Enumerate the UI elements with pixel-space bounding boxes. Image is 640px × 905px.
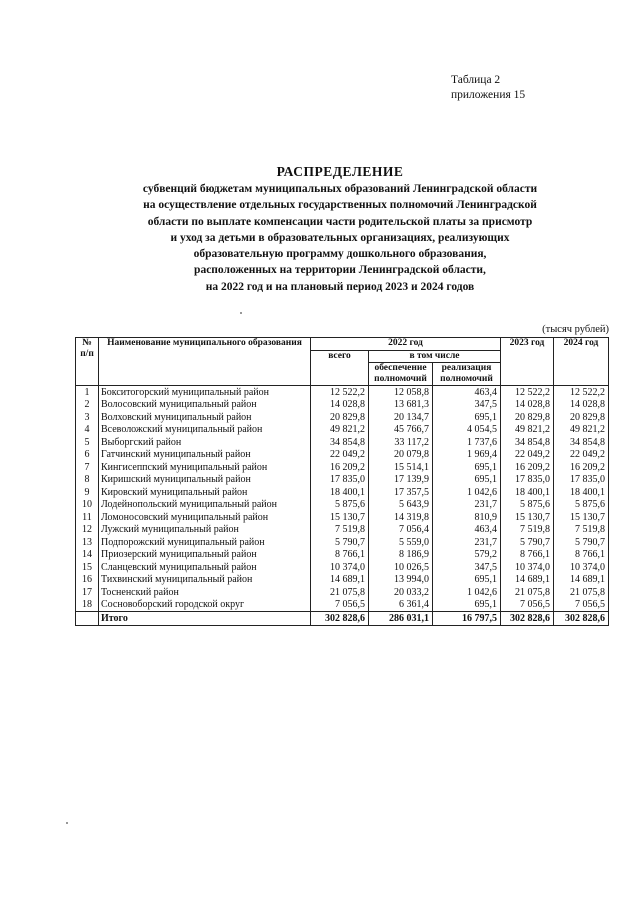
value-2022-implementation: 347,5 (433, 399, 501, 412)
municipality-name: Гатчинский муниципальный район (99, 449, 311, 462)
value-2023: 15 130,7 (501, 511, 554, 524)
value-2022-total: 10 374,0 (311, 561, 369, 574)
subtitle-line: на осуществление отдельных государственных полномочий Ленинградской (143, 199, 537, 212)
table-row (76, 549, 609, 562)
row-number: 14 (76, 549, 99, 562)
value-2022-implementation: 231,7 (433, 536, 501, 549)
row-number: 13 (76, 536, 99, 549)
municipality-name: Волосовский муниципальный район (99, 399, 311, 412)
value-2022-provision: 20 033,2 (369, 586, 433, 599)
value-2024: 17 835,0 (554, 474, 609, 487)
value-2024: 18 400,1 (554, 486, 609, 499)
table-row (76, 461, 609, 474)
value-2023: 14 689,1 (501, 574, 554, 587)
row-number: 7 (76, 461, 99, 474)
value-2023: 5 790,7 (501, 536, 554, 549)
value-2024: 7 056,5 (554, 599, 609, 612)
header-year-2023: 2023 год (501, 338, 554, 386)
value-2024: 8 766,1 (554, 549, 609, 562)
value-2022-total: 22 049,2 (311, 449, 369, 462)
value-2022-total: 14 028,8 (311, 399, 369, 412)
row-number: 15 (76, 561, 99, 574)
value-2022-implementation: 695,1 (433, 411, 501, 424)
header-implementation: реализация полномочий (433, 363, 501, 386)
row-number: 5 (76, 436, 99, 449)
total-2024: 302 828,6 (554, 612, 609, 626)
municipality-name: Подпорожский муниципальный район (99, 536, 311, 549)
value-2022-implementation: 463,4 (433, 524, 501, 537)
value-2022-provision: 13 994,0 (369, 574, 433, 587)
value-2022-total: 34 854,8 (311, 436, 369, 449)
value-2024: 10 374,0 (554, 561, 609, 574)
value-2022-total: 14 689,1 (311, 574, 369, 587)
table-row (76, 486, 609, 499)
value-2023: 10 374,0 (501, 561, 554, 574)
value-2023: 20 829,8 (501, 411, 554, 424)
table-row (76, 536, 609, 549)
row-number: 6 (76, 449, 99, 462)
row-number: 10 (76, 499, 99, 512)
value-2022-provision: 20 079,8 (369, 449, 433, 462)
value-2024: 7 519,8 (554, 524, 609, 537)
municipality-name: Приозерский муниципальный район (99, 549, 311, 562)
value-2022-implementation: 1 042,6 (433, 486, 501, 499)
value-2022-total: 12 522,2 (311, 386, 369, 399)
municipality-name: Лодейнопольский муниципальный район (99, 499, 311, 512)
value-2022-provision: 6 361,4 (369, 599, 433, 612)
value-2022-provision: 14 319,8 (369, 511, 433, 524)
table-row (76, 436, 609, 449)
value-2022-total: 20 829,8 (311, 411, 369, 424)
value-2022-implementation: 695,1 (433, 461, 501, 474)
municipality-name: Тосненский район (99, 586, 311, 599)
header-year-2024: 2024 год (554, 338, 609, 386)
value-2024: 5 790,7 (554, 536, 609, 549)
value-2022-total: 18 400,1 (311, 486, 369, 499)
total-row-number (76, 612, 99, 626)
municipality-name: Лужский муниципальный район (99, 524, 311, 537)
municipality-name: Кировский муниципальный район (99, 486, 311, 499)
value-2023: 22 049,2 (501, 449, 554, 462)
value-2022-total: 21 075,8 (311, 586, 369, 599)
value-2022-total: 8 766,1 (311, 549, 369, 562)
value-2022-implementation: 810,9 (433, 511, 501, 524)
value-2023: 18 400,1 (501, 486, 554, 499)
distribution-table (75, 337, 609, 626)
value-2023: 16 209,2 (501, 461, 554, 474)
total-2022-implementation: 16 797,5 (433, 612, 501, 626)
total-2022: 302 828,6 (311, 612, 369, 626)
value-2024: 49 821,2 (554, 424, 609, 437)
value-2022-total: 5 875,6 (311, 499, 369, 512)
municipality-name: Киришский муниципальный район (99, 474, 311, 487)
value-2024: 21 075,8 (554, 586, 609, 599)
value-2023: 21 075,8 (501, 586, 554, 599)
value-2022-provision: 33 117,2 (369, 436, 433, 449)
row-number: 3 (76, 411, 99, 424)
table-row (76, 399, 609, 412)
subtitle-line: расположенных на территории Ленинградской области, (194, 264, 486, 277)
value-2023: 5 875,6 (501, 499, 554, 512)
value-2022-total: 7 056,5 (311, 599, 369, 612)
appendix-number-label: приложения 15 (451, 89, 526, 101)
total-label: Итого (99, 612, 311, 626)
row-number: 2 (76, 399, 99, 412)
value-2022-provision: 12 058,8 (369, 386, 433, 399)
value-2022-implementation: 463,4 (433, 386, 501, 399)
scan-speck (240, 312, 242, 314)
subtitle-line: области по выплате компенсации части родительской платы за присмотр (147, 215, 533, 228)
value-2022-provision: 7 056,4 (369, 524, 433, 537)
value-2022-implementation: 695,1 (433, 574, 501, 587)
value-2022-implementation: 1 969,4 (433, 449, 501, 462)
row-number: 8 (76, 474, 99, 487)
table-row (76, 574, 609, 587)
subtitle-line: и уход за детьми в образовательных организациях, реализующих (170, 231, 510, 244)
value-2022-implementation: 695,1 (433, 474, 501, 487)
municipality-name: Тихвинский муниципальный район (99, 574, 311, 587)
value-2022-total: 49 821,2 (311, 424, 369, 437)
value-2023: 7 056,5 (501, 599, 554, 612)
table-row (76, 586, 609, 599)
municipality-name: Волховский муниципальный район (99, 411, 311, 424)
value-2022-implementation: 1 737,6 (433, 436, 501, 449)
table-header (76, 338, 609, 386)
table-row (76, 386, 609, 399)
value-2022-provision: 17 139,9 (369, 474, 433, 487)
table-row (76, 524, 609, 537)
value-2022-provision: 20 134,7 (369, 411, 433, 424)
value-2022-total: 7 519,8 (311, 524, 369, 537)
municipality-name: Ломоносовский муниципальный район (99, 511, 311, 524)
value-2023: 8 766,1 (501, 549, 554, 562)
table-row (76, 449, 609, 462)
value-2022-implementation: 231,7 (433, 499, 501, 512)
value-2024: 12 522,2 (554, 386, 609, 399)
value-2022-total: 15 130,7 (311, 511, 369, 524)
value-2022-provision: 5 643,9 (369, 499, 433, 512)
value-2022-provision: 17 357,5 (369, 486, 433, 499)
value-2023: 7 519,8 (501, 524, 554, 537)
value-2024: 15 130,7 (554, 511, 609, 524)
value-2022-provision: 15 514,1 (369, 461, 433, 474)
value-2022-implementation: 1 042,6 (433, 586, 501, 599)
municipality-name: Бокситогорский муниципальный район (99, 386, 311, 399)
header-provision: обеспечение полномочий (369, 363, 433, 386)
value-2024: 34 854,8 (554, 436, 609, 449)
table-row (76, 424, 609, 437)
row-number: 9 (76, 486, 99, 499)
value-2022-implementation: 4 054,5 (433, 424, 501, 437)
row-number: 4 (76, 424, 99, 437)
value-2022-provision: 5 559,0 (369, 536, 433, 549)
municipality-name: Выборгский район (99, 436, 311, 449)
row-number: 11 (76, 511, 99, 524)
value-2022-provision: 13 681,3 (369, 399, 433, 412)
value-2024: 14 028,8 (554, 399, 609, 412)
units-label: (тысяч рублей) (542, 324, 609, 335)
value-2022-implementation: 579,2 (433, 549, 501, 562)
header-including: в том числе (369, 350, 501, 363)
row-number: 17 (76, 586, 99, 599)
total-2023: 302 828,6 (501, 612, 554, 626)
subtitle-line: на 2022 год и на плановый период 2023 и 2024 годов (205, 280, 475, 293)
table-row (76, 511, 609, 524)
value-2024: 5 875,6 (554, 499, 609, 512)
value-2024: 22 049,2 (554, 449, 609, 462)
municipality-name: Всеволожский муниципальный район (99, 424, 311, 437)
value-2023: 49 821,2 (501, 424, 554, 437)
municipality-name: Кингисеппский муниципальный район (99, 461, 311, 474)
document-subtitle (80, 181, 600, 295)
row-number: 16 (76, 574, 99, 587)
total-row (76, 612, 609, 626)
value-2023: 14 028,8 (501, 399, 554, 412)
row-number: 18 (76, 599, 99, 612)
appendix-reference (451, 73, 525, 103)
value-2023: 34 854,8 (501, 436, 554, 449)
subtitle-line: субвенций бюджетам муниципальных образований Ленинградской области (142, 183, 538, 195)
table-row (76, 411, 609, 424)
value-2024: 16 209,2 (554, 461, 609, 474)
table-row (76, 561, 609, 574)
header-total: всего (311, 350, 369, 386)
header-name: Наименование муниципального образования (99, 338, 311, 386)
row-number: 12 (76, 524, 99, 537)
value-2022-implementation: 347,5 (433, 561, 501, 574)
appendix-table-label: Таблица 2 (451, 74, 501, 86)
value-2024: 20 829,8 (554, 411, 609, 424)
table-row (76, 474, 609, 487)
value-2022-provision: 8 186,9 (369, 549, 433, 562)
value-2022-total: 5 790,7 (311, 536, 369, 549)
municipality-name: Сосновоборский городской округ (99, 599, 311, 612)
value-2022-provision: 10 026,5 (369, 561, 433, 574)
municipality-name: Сланцевский муниципальный район (99, 561, 311, 574)
header-year-2022: 2022 год (311, 338, 501, 351)
value-2024: 14 689,1 (554, 574, 609, 587)
table-body (76, 386, 609, 626)
subtitle-line: образовательную программу дошкольного образования, (193, 248, 487, 261)
value-2022-implementation: 695,1 (433, 599, 501, 612)
total-2022-provision: 286 031,1 (369, 612, 433, 626)
row-number: 1 (76, 386, 99, 399)
value-2022-provision: 45 766,7 (369, 424, 433, 437)
document-title: РАСПРЕДЕЛЕНИЕ (276, 164, 404, 179)
value-2022-total: 17 835,0 (311, 474, 369, 487)
value-2022-total: 16 209,2 (311, 461, 369, 474)
scan-speck (66, 822, 68, 824)
table-row (76, 499, 609, 512)
header-num: № п/п (76, 338, 99, 386)
value-2023: 12 522,2 (501, 386, 554, 399)
table-row (76, 599, 609, 612)
value-2023: 17 835,0 (501, 474, 554, 487)
